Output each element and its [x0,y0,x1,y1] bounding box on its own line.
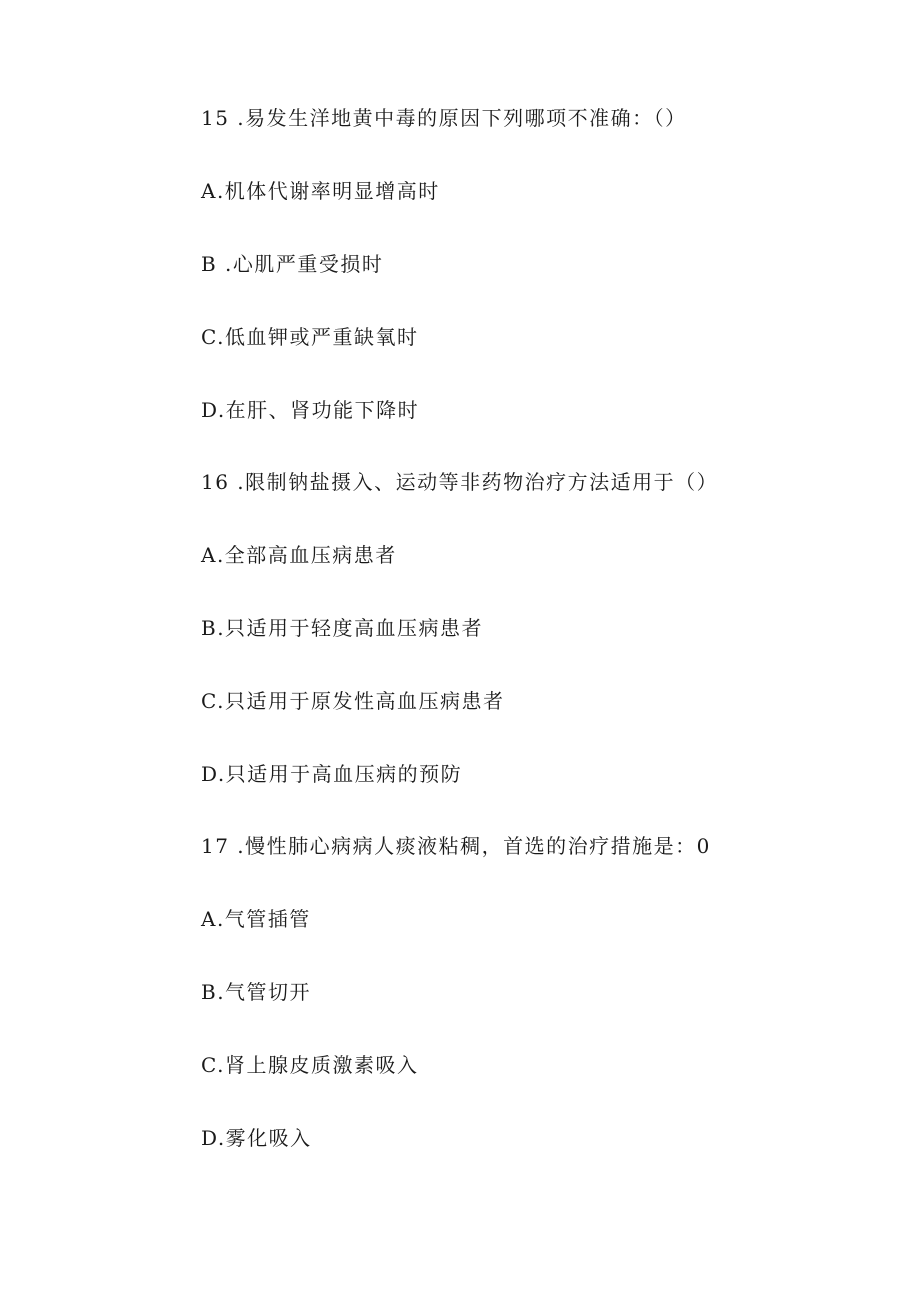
option-d: D.在肝、肾功能下降时 [201,398,420,422]
option-b: B.气管切开 [201,980,312,1004]
option-a: A.机体代谢率明显增高时 [201,179,440,203]
option-b: B .心肌严重受损时 [201,252,384,276]
option-c: C.肾上腺皮质激素吸入 [201,1053,419,1077]
question-stem: 17 .慢性肺心病病人痰液粘稠，首选的治疗措施是：0 [201,834,711,858]
option-a: A.全部高血压病患者 [201,543,397,567]
option-c: C.低血钾或严重缺氧时 [201,325,419,349]
option-b: B.只适用于轻度高血压病患者 [201,616,484,640]
option-d: D.雾化吸入 [201,1126,312,1150]
option-a: A.气管插管 [201,907,311,931]
question-stem: 16 .限制钠盐摄入、运动等非药物治疗方法适用于（） [201,470,719,494]
question-stem: 15 .易发生洋地黄中毒的原因下列哪项不准确：（） [201,106,687,130]
option-c: C.只适用于原发性高血压病患者 [201,689,505,713]
option-d: D.只适用于高血压病的预防 [201,762,463,786]
